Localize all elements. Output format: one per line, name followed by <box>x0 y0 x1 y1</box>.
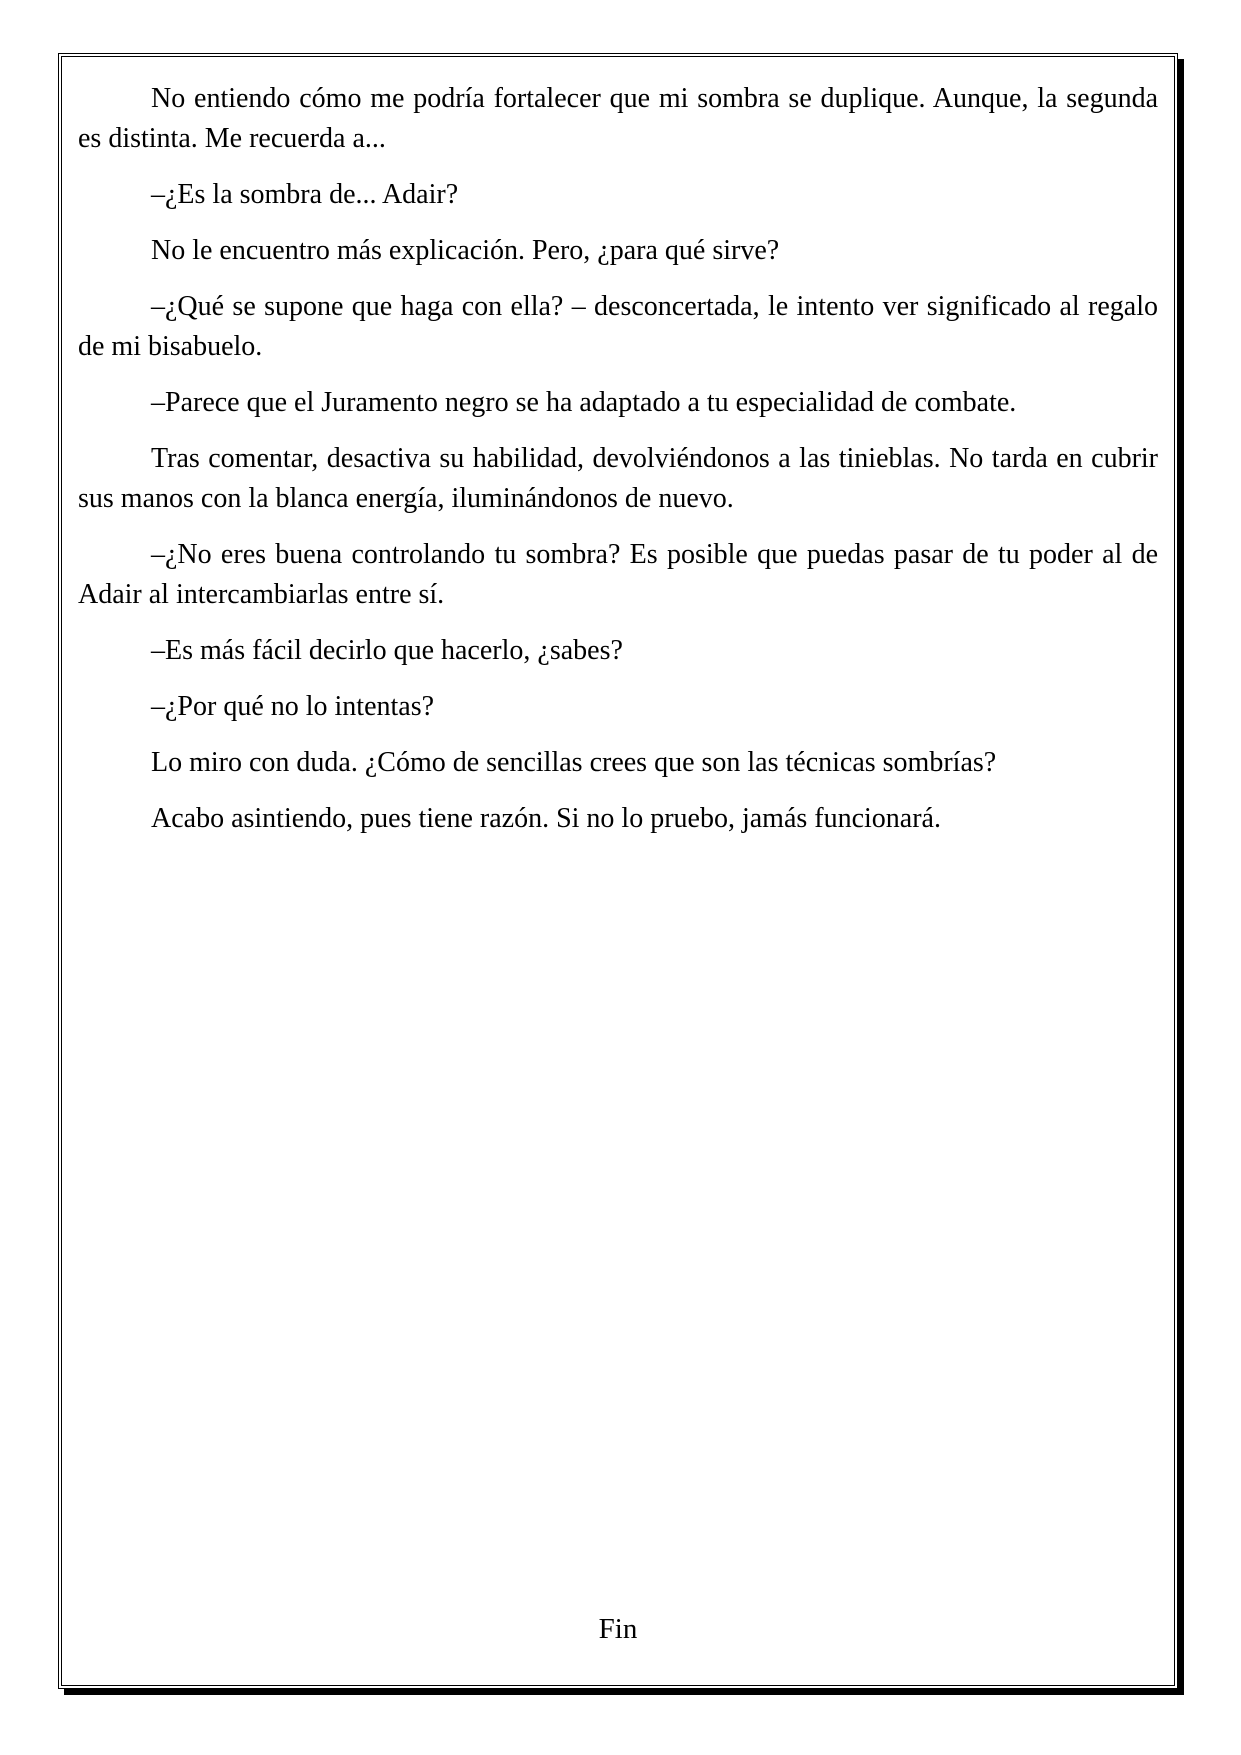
paragraph: Acabo asintiendo, pues tiene razón. Si no lo pruebo, jamás funcionará. <box>151 803 941 834</box>
paragraph: No entiendo cómo me podría fortalecer que mi sombra se duplique. Aunque, la segunda es distinta. Me recuerda a... <box>78 83 1158 154</box>
paragraph: Tras comentar, desactiva su habilidad, devolviéndonos a las tinieblas. No tarda en cubrir sus manos con la blanca energía, iluminándonos de nuevo. <box>78 443 1158 514</box>
paragraph: –¿Por qué no lo intentas? <box>151 691 435 722</box>
paragraph: –Parece que el Juramento negro se ha adaptado a tu especialidad de combate. <box>151 387 1017 418</box>
paragraph: Lo miro con duda. ¿Cómo de sencillas crees que son las técnicas sombrías? <box>151 747 997 778</box>
paragraph: –¿Qué se supone que haga con ella? – desconcertada, le intento ver significado al regalo de mi bisabuelo. <box>78 291 1158 362</box>
text-body <box>78 79 1158 855</box>
page-frame <box>58 53 1178 1689</box>
paragraph: –¿Es la sombra de... Adair? <box>151 179 459 210</box>
paragraph: –Es más fácil decirlo que hacerlo, ¿sabes? <box>151 635 623 666</box>
paragraph: –¿No eres buena controlando tu sombra? Es posible que puedas pasar de tu poder al de Adair al intercambiarlas entre sí. <box>78 539 1158 610</box>
paragraph: No le encuentro más explicación. Pero, ¿para qué sirve? <box>151 235 780 266</box>
closing-text: Fin <box>598 1613 638 1645</box>
